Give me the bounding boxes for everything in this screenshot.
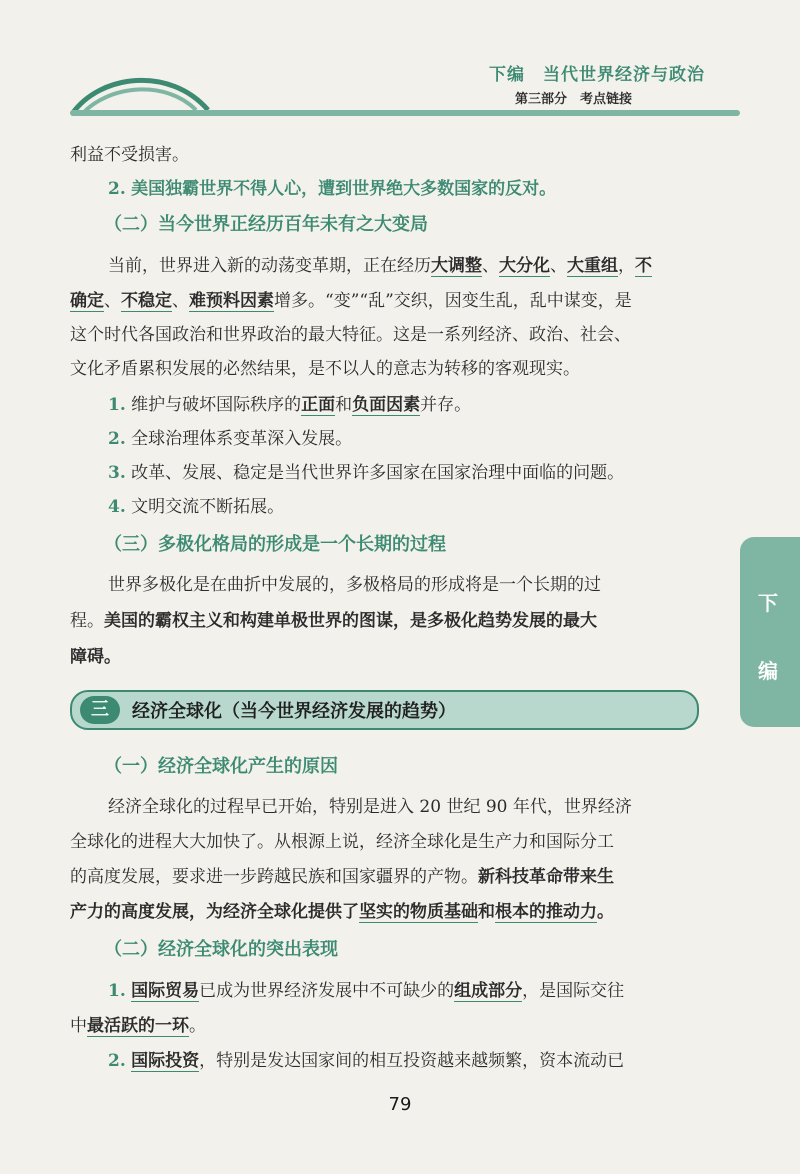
text: 维护与破坏国际秩序的 [131, 395, 302, 415]
bold-text: 。 [597, 902, 614, 922]
text: 、 [482, 256, 499, 276]
text: 已成为世界经济发展中不可缺少的 [199, 981, 455, 1001]
paragraph-line: 这个时代各国政治和世界政治的最大特征。这是一系列经济、政治、社会、 [70, 325, 631, 345]
subsection-heading: （二）当今世界正经历百年未有之大变局 [104, 214, 428, 235]
subsection-heading: （三）多极化格局的形成是一个长期的过程 [104, 534, 446, 555]
text: 。 [189, 1016, 206, 1036]
running-header-subtitle: 第三部分 考点链接 [514, 92, 632, 107]
list-number: 3. [108, 463, 126, 483]
paragraph-line [70, 286, 632, 311]
list-item [108, 458, 624, 483]
text: 中 [70, 1016, 87, 1036]
list-text: 改革、发展、稳定是当代世界许多国家在国家治理中面临的问题。 [131, 463, 625, 483]
key-term: 不 [635, 256, 652, 276]
section-banner [70, 690, 699, 730]
key-term: 难预料因素 [189, 291, 274, 311]
list-number: 1. [108, 981, 126, 1001]
list-text: 美国独霸世界不得人心，遭到世界绝大多数国家的反对。 [131, 179, 557, 199]
list-text: 文明交流不断拓展。 [131, 497, 285, 517]
section-side-tab [740, 537, 800, 727]
paragraph-line [70, 1011, 206, 1036]
list-number: 2. [108, 429, 126, 449]
key-term: 正面 [301, 395, 336, 415]
header-rule [70, 110, 740, 116]
list-item [108, 492, 284, 517]
list-item [108, 424, 352, 449]
section-title: 经济全球化（当今世界经济发展的趋势） [132, 701, 456, 722]
paragraph-line: 经济全球化的过程早已开始，特别是进入 20 世纪 90 年代，世界经济 [108, 797, 632, 817]
subsection-heading: （二）经济全球化的突出表现 [104, 939, 338, 960]
paragraph-line [70, 606, 597, 631]
key-term: 国际贸易 [131, 981, 200, 1001]
key-term: 最活跃的一环 [87, 1016, 189, 1036]
text: ， [618, 256, 635, 276]
list-number: 4. [108, 497, 126, 517]
list-item [108, 1046, 624, 1071]
side-tab-char-1: 下 [758, 591, 778, 615]
text: 和 [335, 395, 353, 415]
list-number: 2. [108, 179, 126, 199]
paragraph-line [70, 642, 121, 667]
list-item [108, 976, 624, 1001]
list-item [108, 390, 471, 415]
list-number: 2. [108, 1051, 126, 1071]
bold-text: 美国的霸权主义和构建单极世界的图谋，是多极化趋势发展的最大 [104, 611, 597, 631]
key-term: 大重组 [567, 256, 618, 276]
key-term: 大调整 [431, 256, 482, 276]
paragraph-line: 全球化的进程大大加快了。从根源上说，经济全球化是生产力和国际分工 [70, 832, 614, 852]
list-text: 全球治理体系变革深入发展。 [131, 429, 353, 449]
list-item [108, 174, 556, 199]
text: 并存。 [420, 395, 472, 415]
paragraph-line [108, 251, 652, 276]
text: 、 [172, 291, 189, 311]
text: ，特别是发达国家间的相互投资越来越频繁，资本流动已 [199, 1051, 625, 1071]
bold-text: 新科技革命带来生 [478, 867, 614, 887]
key-term: 确定 [70, 291, 104, 311]
paragraph-line [70, 897, 614, 922]
text: 、 [104, 291, 121, 311]
key-term: 国际投资 [131, 1051, 200, 1071]
key-term: 负面因素 [352, 395, 421, 415]
key-term: 不稳定 [121, 291, 172, 311]
key-term: 组成部分 [454, 981, 523, 1001]
running-header-title: 下编 当代世界经济与政治 [489, 65, 705, 85]
text: 的高度发展，要求进一步跨越民族和国家疆界的产物。 [70, 867, 478, 887]
paragraph-line: 文化矛盾累积发展的必然结果，是不以人的意志为转移的客观现实。 [70, 359, 580, 379]
section-number-badge: 三 [80, 696, 120, 724]
paragraph-line [70, 862, 614, 887]
text: 、 [550, 256, 567, 276]
key-term: 坚实的物质基础 [359, 902, 478, 922]
side-tab-char-2: 编 [758, 659, 778, 683]
text: 增多。“变”“乱”交织，因变生乱，乱中谋变，是 [274, 291, 632, 311]
bold-text: 和 [478, 902, 495, 922]
key-term: 根本的推动力 [495, 902, 597, 922]
bold-text: 产力的高度发展，为经济全球化提供了 [70, 902, 359, 922]
subsection-heading: （一）经济全球化产生的原因 [104, 756, 338, 777]
list-number: 1. [108, 395, 126, 415]
bold-text: 障碍。 [70, 647, 121, 667]
key-term: 大分化 [499, 256, 550, 276]
paragraph-line: 利益不受损害。 [70, 145, 189, 165]
text: 当前，世界进入新的动荡变革期，正在经历 [108, 256, 431, 276]
text: 程。 [70, 611, 104, 631]
text: ，是国际交往 [522, 981, 625, 1001]
paragraph-line: 世界多极化是在曲折中发展的，多极格局的形成将是一个长期的过 [108, 575, 601, 595]
page-number: 79 [388, 1094, 412, 1115]
